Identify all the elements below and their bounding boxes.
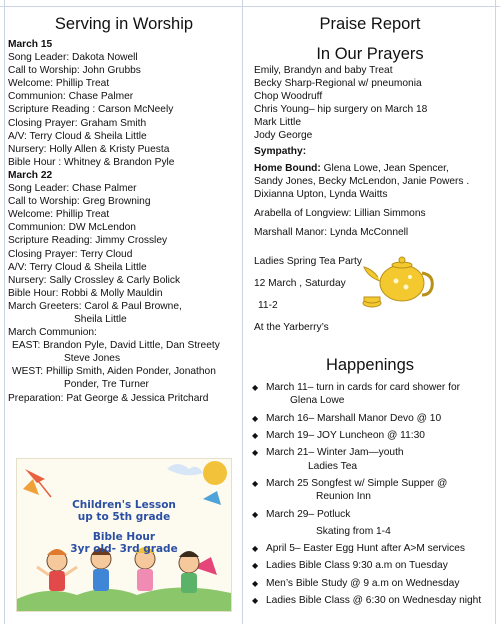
happening-item: ◆ March 21– Winter Jam—youth (252, 447, 404, 459)
march-greeters-cont: Sheila Little (74, 313, 127, 325)
serving-column (8, 0, 240, 405)
march22-item: Closing Prayer: Terry Cloud (8, 248, 133, 260)
kite-icon (25, 469, 45, 483)
cloud-icon (167, 464, 203, 475)
march22-item: Bible Hour: Robbi & Molly Mauldin (8, 287, 163, 299)
tea-line-1: Ladies Spring Tea Party (254, 256, 362, 268)
childrens-lesson-banner (16, 458, 232, 612)
march15-item: Closing Prayer: Graham Smith (8, 117, 147, 129)
homebound-line-2: Sandy Jones, Becky McLendon, Janie Powers . (254, 175, 470, 187)
bullet-diamond-icon: ◆ (252, 561, 259, 571)
happening-item: ◆ March 11– turn in cards for card shower for (252, 382, 461, 394)
march15-item: Nursery: Holly Allen & Kristy Puesta (8, 143, 170, 155)
march22-item: Song Leader: Chase Palmer (8, 183, 137, 195)
march-greeters: March Greeters: Carol & Paul Browne, (8, 300, 182, 312)
bullet-diamond-icon: ◆ (252, 595, 259, 605)
march15-item: Call to Worship: John Grubbs (8, 65, 141, 77)
prayer-item: Chris Young– hip surgery on March 18 (254, 104, 428, 116)
tea-party-block (250, 255, 490, 351)
happening-item: ◆ March 16– Marshall Manor Devo @ 10 (252, 412, 442, 424)
march22-item: Scripture Reading: Jimmy Crossley (8, 235, 168, 247)
praise-title: Praise Report (319, 15, 421, 33)
bullet-diamond-icon: ◆ (252, 509, 259, 519)
sympathy-label: Sympathy: (254, 145, 307, 157)
homebound-label: Home Bound: (254, 162, 321, 174)
bullet-diamond-icon: ◆ (252, 431, 259, 441)
margin-guide-left (4, 0, 5, 624)
child-figure-icon (179, 551, 199, 593)
banner-line-4: 3yr old- 3rd grade (70, 543, 178, 555)
communion-west: WEST: Phillip Smith, Aiden Ponder, Jonathon (12, 366, 216, 378)
happenings-title: Happenings (325, 356, 415, 375)
praise-column (250, 0, 490, 607)
prayer-item: Chop Woodruff (254, 91, 323, 103)
happening-item: ◆ March 25 Songfest w/ Simple Supper @ (252, 477, 448, 489)
margin-guide-right (495, 0, 496, 624)
march22-list (8, 182, 240, 300)
prayer-list (250, 64, 490, 239)
happening-item: ◆ March 19– JOY Luncheon @ 11:30 (252, 430, 425, 442)
tea-line-2: 12 March , Saturday (254, 278, 346, 290)
happening-item-cont: Glena Lowe (290, 395, 345, 407)
bullet-diamond-icon: ◆ (252, 478, 259, 488)
happening-item: ◆ Ladies Bible Class @ 6:30 on Wednesday night (252, 594, 482, 606)
bullet-diamond-icon: ◆ (252, 448, 259, 458)
march22-item: Call to Worship: Greg Browning (8, 196, 151, 208)
communion-preparation: Preparation: Pat George & Jessica Pritchard (8, 392, 209, 404)
march15-item: Welcome: Phillip Treat (8, 78, 110, 90)
march22-item: Communion: DW McLendon (8, 222, 136, 234)
march15-item: A/V: Terry Cloud & Sheila Little (8, 130, 147, 142)
communion-east: EAST: Brandon Pyle, David Little, Dan Streety (12, 340, 220, 352)
happening-item: ◆ Ladies Bible Class 9:30 a.m on Tuesday (252, 560, 448, 572)
march15-list (8, 51, 240, 169)
happening-item-cont: Reunion Inn (316, 491, 371, 503)
happening-item: ◆ March 29– Potluck (252, 508, 351, 520)
bullet-diamond-icon: ◆ (252, 383, 259, 393)
march15-date: March 15 (8, 39, 53, 50)
march15-item: Song Leader: Dakota Nowell (8, 52, 138, 64)
happening-item: ◆ April 5– Easter Egg Hunt after A>M services (252, 543, 466, 555)
march22-item: Nursery: Sally Crossley & Carly Bolick (8, 274, 181, 286)
prayers-title: In Our Prayers (316, 45, 424, 63)
communion-west-cont: Ponder, Tre Turner (64, 379, 149, 391)
sun-icon (203, 461, 227, 485)
prayer-item: Emily, Brandyn and baby Treat (254, 65, 393, 76)
homebound-line-1 (254, 162, 490, 175)
grass-icon (17, 587, 231, 611)
homebound-line-3: Dixianna Upton, Lynda Waitts (254, 188, 388, 200)
marshall-line: Marshall Manor: Lynda McConnell (254, 227, 409, 239)
happening-item-cont: Ladies Tea (308, 460, 358, 472)
march22-item: A/V: Terry Cloud & Sheila Little (8, 261, 147, 273)
march15-item: Scripture Reading : Carson McNeely (8, 104, 174, 116)
teapot-icon (362, 253, 436, 311)
prayer-item: Becky Sharp-Regional w/ pneumonia (254, 78, 422, 90)
happening-item-cont: Skating from 1-4 (316, 525, 391, 537)
homebound-names: Glena Lowe, Jean Spencer, (320, 162, 449, 174)
bullet-diamond-icon: ◆ (252, 544, 259, 554)
prayer-item: Jody George (254, 130, 313, 142)
banner-line-1: Children's Lesson (72, 499, 176, 511)
march15-item: Communion: Chase Palmer (8, 91, 134, 103)
communion-east-cont: Steve Jones (64, 353, 121, 365)
arabella-line: Arabella of Longview: Lillian Simmons (254, 207, 426, 219)
bullet-diamond-icon: ◆ (252, 578, 259, 588)
march15-item: Bible Hour : Whitney & Brandon Pyle (8, 156, 175, 168)
happening-item: ◆ Men’s Bible Study @ 9 a.m on Wednesday (252, 577, 460, 589)
happenings-list (250, 381, 490, 607)
banner-line-2: up to 5th grade (77, 511, 171, 523)
tea-line-3: 11-2 (258, 300, 278, 312)
serving-title: Serving in Worship (54, 15, 194, 33)
banner-line-3: Bible Hour (92, 531, 156, 543)
column-guide (242, 0, 243, 624)
bullet-diamond-icon: ◆ (252, 413, 259, 423)
tea-line-4: At the Yarberry’s (254, 322, 329, 334)
march22-date: March 22 (8, 169, 53, 181)
march22-item: Welcome: Phillip Treat (8, 209, 110, 221)
march-communion-label: March Communion: (8, 327, 97, 339)
prayer-item: Mark Little (254, 117, 301, 129)
